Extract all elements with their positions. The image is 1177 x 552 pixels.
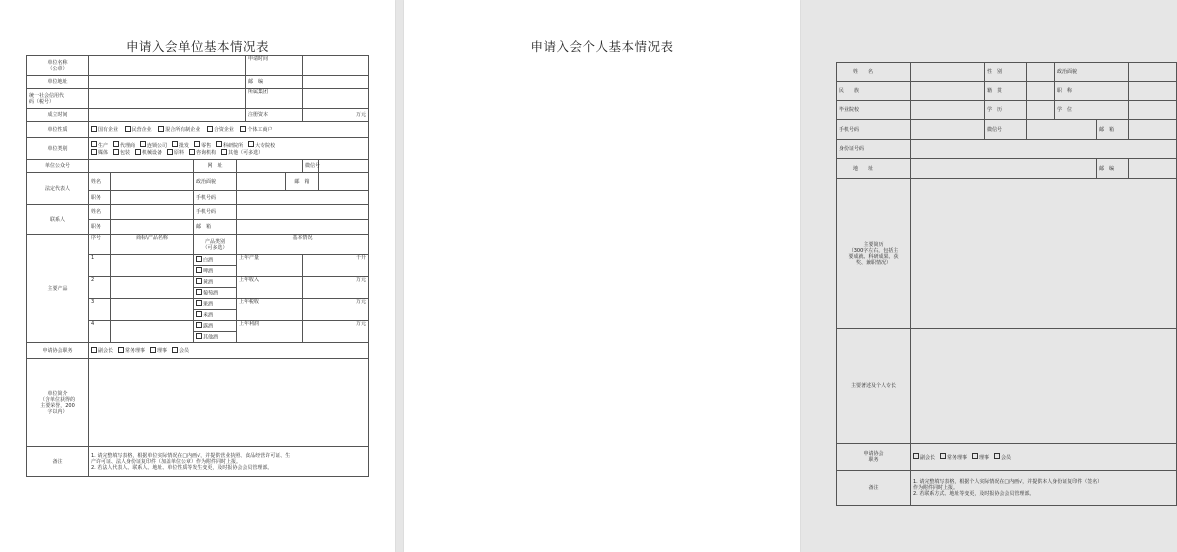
product-stat-label: 上年利润 <box>237 321 303 343</box>
product-category-option[interactable]: 黄酒 <box>194 277 237 288</box>
duty-label: 申请协会职务 <box>27 343 89 359</box>
address-field[interactable] <box>911 159 1097 179</box>
product-stat-unit: 万元 <box>303 321 369 343</box>
remark-label: 备注 <box>837 471 911 506</box>
unit-info-table <box>26 55 369 477</box>
checkbox-icon <box>972 453 978 459</box>
checkbox-icon <box>221 149 227 155</box>
contact-label: 联系人 <box>27 205 89 235</box>
unit-address-field[interactable] <box>89 76 246 89</box>
duty-option[interactable]: 会员 <box>172 348 189 354</box>
category-option[interactable]: 批发 <box>172 143 189 149</box>
product-brand-field[interactable] <box>111 277 194 299</box>
checkbox-icon <box>196 267 202 273</box>
category-option[interactable]: 科研院所 <box>216 143 243 149</box>
product-category-option[interactable]: 果酒 <box>194 299 237 310</box>
category-option[interactable]: 机械设备 <box>135 150 162 156</box>
wechat-id-field[interactable] <box>319 160 369 173</box>
contact-name-label: 姓名 <box>89 205 111 220</box>
product-row-no: 2 <box>89 277 111 299</box>
duty-option[interactable]: 常务理事 <box>118 348 145 354</box>
email-label: 邮 箱 <box>1097 120 1129 140</box>
checkbox-icon <box>994 453 1000 459</box>
unit-address-label: 单位地址 <box>27 76 89 89</box>
product-stat-unit: 万元 <box>303 299 369 321</box>
category-option[interactable]: 连锁公司 <box>140 143 167 149</box>
checkbox-icon <box>196 289 202 295</box>
name-field[interactable] <box>911 63 985 82</box>
checkbox-icon <box>196 300 202 306</box>
checkbox-icon <box>240 126 246 132</box>
checkbox-icon <box>940 453 946 459</box>
checkbox-icon <box>194 141 200 147</box>
wechat-account-field[interactable] <box>89 160 194 173</box>
resume-field[interactable] <box>911 179 1177 329</box>
founded-label: 成立时间 <box>27 109 89 122</box>
legal-name-label: 姓名 <box>89 173 111 191</box>
legal-rep-label: 法定代表人 <box>27 173 89 205</box>
group-label: 所属集团 <box>246 89 303 109</box>
duty-options <box>911 444 1177 471</box>
postcode-label: 邮 编 <box>1097 159 1129 179</box>
mobile-label: 手机号码 <box>837 120 911 140</box>
nature-option[interactable]: 混合所有制企业 <box>158 127 200 133</box>
education-field[interactable] <box>1027 101 1055 120</box>
product-category-option[interactable]: 啤酒 <box>194 266 237 277</box>
checkbox-icon <box>207 126 213 132</box>
checkbox-icon <box>216 141 222 147</box>
category-option[interactable]: 代理商 <box>113 143 135 149</box>
ethnic-field[interactable] <box>911 82 985 101</box>
checkbox-icon <box>150 347 156 353</box>
degree-field[interactable] <box>1129 101 1177 120</box>
degree-label: 学 位 <box>1055 101 1129 120</box>
title-label: 职 称 <box>1055 82 1129 101</box>
checkbox-icon <box>172 347 178 353</box>
remark-text: 1. 请完整填写表格，根据单位实际情况在□内画√，并提供营业执照、食品经营许可证、生 产许可证、法人身份证复印件（加盖单位公章）作为附件同时上报。 2. 若法人代表人、联系人、地址、单位性质等发生变更，及时报协会会员管理部。 <box>89 447 369 477</box>
category-option[interactable]: 零售 <box>194 143 211 149</box>
capital-unit: 万元 <box>303 109 369 122</box>
legal-name-field[interactable] <box>111 173 194 191</box>
idcard-field[interactable] <box>911 140 1177 159</box>
category-option[interactable]: 生产 <box>91 143 108 149</box>
unit-name-field[interactable] <box>89 56 246 76</box>
unit-nature-label: 单位性质 <box>27 122 89 138</box>
contact-mobile-label: 手机号码 <box>194 205 237 220</box>
works-field[interactable] <box>911 329 1177 444</box>
remark-label: 备注 <box>27 447 89 477</box>
remark-text: 1. 请完整填写表格，根据个人实际情况在□内画√，并提供本人身份证复印件（签名） 作为附件同时上报。 2. 若联系方式、地址等变更，及时报协会会员管理部。 <box>911 471 1177 506</box>
right-form-page <box>404 0 1115 552</box>
checkbox-icon <box>196 311 202 317</box>
works-label: 主要著述及个人专长 <box>837 329 911 444</box>
left-form-title: 申请入会单位基本情况表 <box>125 39 269 54</box>
political-label: 政治面貌 <box>1055 63 1129 82</box>
unit-nature-options <box>89 122 369 138</box>
gender-label: 性 别 <box>985 63 1027 82</box>
founded-field[interactable] <box>89 109 246 122</box>
apply-time-label: 申请时间 <box>246 56 303 76</box>
checkbox-icon <box>118 347 124 353</box>
nature-option[interactable]: 个体工商户 <box>240 127 272 133</box>
product-category-header: 产品类别 （可多选） <box>194 235 237 255</box>
gender-field[interactable] <box>1027 63 1055 82</box>
category-option[interactable]: 其他（可多选） <box>221 150 263 156</box>
wechat-label: 微信号 <box>985 120 1027 140</box>
legal-political-field[interactable] <box>237 173 286 191</box>
unit-intro-label: 单位简介 （含单位获得的 主要荣誉，200 字以内） <box>27 359 89 447</box>
ethnic-label: 民 族 <box>837 82 911 101</box>
product-category-option[interactable]: 米酒 <box>194 310 237 321</box>
product-row-no: 1 <box>89 255 111 277</box>
contact-email-field[interactable] <box>237 220 369 235</box>
idcard-label: 身份证号码 <box>837 140 911 159</box>
political-field[interactable] <box>1129 63 1177 82</box>
product-stat-unit: 千升 <box>303 255 369 277</box>
product-brand-field[interactable] <box>111 255 194 277</box>
legal-position-label: 职务 <box>89 191 111 205</box>
checkbox-icon <box>172 141 178 147</box>
checkbox-icon <box>913 453 919 459</box>
education-label: 学 历 <box>985 101 1027 120</box>
title-field[interactable] <box>1129 82 1177 101</box>
checkbox-icon <box>91 347 97 353</box>
wechat-field[interactable] <box>1027 120 1097 140</box>
apply-time-field[interactable] <box>303 56 369 76</box>
school-field[interactable] <box>911 101 985 120</box>
product-stat-label: 上年产量 <box>237 255 303 277</box>
category-option[interactable]: 媒体 <box>91 150 108 156</box>
unit-category-options <box>89 138 369 160</box>
category-option[interactable]: 包装 <box>113 150 130 156</box>
credit-code-label: 统一社会信用代 码（税号） <box>27 89 89 109</box>
duty-option[interactable]: 会员 <box>994 455 1011 461</box>
product-stat-label: 上年税收 <box>237 299 303 321</box>
contact-name-field[interactable] <box>111 205 194 220</box>
personal-info-table <box>836 62 1177 506</box>
product-stat-label: 上年收入 <box>237 277 303 299</box>
category-option[interactable]: 大专院校 <box>248 143 275 149</box>
checkbox-icon <box>91 126 97 132</box>
product-brand-field[interactable] <box>111 299 194 321</box>
product-stat-unit: 万元 <box>303 277 369 299</box>
product-brand-header: 商标\产品名称 <box>111 235 194 255</box>
right-form-title: 申请入会个人基本情况表 <box>530 39 674 54</box>
checkbox-icon <box>140 141 146 147</box>
checkbox-icon <box>196 278 202 284</box>
products-label: 主要产品 <box>27 235 89 343</box>
contact-mobile-field[interactable] <box>237 205 369 220</box>
checkbox-icon <box>125 126 131 132</box>
group-field[interactable] <box>303 89 369 109</box>
duty-option[interactable]: 副会长 <box>913 455 935 461</box>
reg-capital-label: 注册资本 <box>246 109 303 122</box>
unit-intro-field[interactable] <box>89 359 369 447</box>
duty-option[interactable]: 理事 <box>972 455 989 461</box>
unit-name-label: 单位名称 （公章） <box>27 56 89 76</box>
contact-position-field[interactable] <box>111 220 194 235</box>
checkbox-icon <box>91 149 97 155</box>
checkbox-icon <box>113 149 119 155</box>
credit-code-field[interactable] <box>89 89 246 109</box>
checkbox-icon <box>91 141 97 147</box>
legal-email-field[interactable] <box>319 173 369 191</box>
duty-option[interactable]: 理事 <box>150 348 167 354</box>
product-row-no: 4 <box>89 321 111 343</box>
legal-political-label: 政治面貌 <box>194 173 237 191</box>
checkbox-icon <box>196 333 202 339</box>
legal-email-label: 邮 箱 <box>286 173 319 191</box>
website-label: 网 址 <box>194 160 237 173</box>
product-basic-header: 基本情况 <box>237 235 369 255</box>
wechat-id-label: 微信号 <box>303 160 319 173</box>
category-option[interactable]: 咨询机构 <box>189 150 216 156</box>
resume-label: 主要简历 （300字左右，包括主 要成就、科研成果、获 奖、兼职情况） <box>837 179 911 329</box>
legal-mobile-label: 手机号码 <box>194 191 237 205</box>
product-category-option[interactable]: 葡萄酒 <box>194 288 237 299</box>
checkbox-icon <box>196 322 202 328</box>
duty-options <box>89 343 369 359</box>
product-category-option[interactable]: 其他酒 <box>194 332 237 343</box>
checkbox-icon <box>167 149 173 155</box>
contact-position-label: 职务 <box>89 220 111 235</box>
nature-option[interactable]: 国有企业 <box>91 127 118 133</box>
address-label: 地 址 <box>837 159 911 179</box>
checkbox-icon <box>189 149 195 155</box>
checkbox-icon <box>248 141 254 147</box>
website-field[interactable] <box>237 160 303 173</box>
origin-field[interactable] <box>1027 82 1055 101</box>
duty-label: 申请协会 职务 <box>837 444 911 471</box>
checkbox-icon <box>158 126 164 132</box>
mobile-field[interactable] <box>911 120 985 140</box>
product-category-option[interactable]: 白酒 <box>194 255 237 266</box>
product-row-no: 3 <box>89 299 111 321</box>
duty-option[interactable]: 副会长 <box>91 348 113 354</box>
product-brand-field[interactable] <box>111 321 194 343</box>
category-option[interactable]: 原料 <box>167 150 184 156</box>
unit-category-label: 单位类别 <box>27 138 89 160</box>
name-label: 姓 名 <box>837 63 911 82</box>
wechat-account-label: 单位公众号 <box>27 160 89 173</box>
left-form-page <box>0 0 395 552</box>
postcode-label: 邮 编 <box>246 76 303 89</box>
product-category-option[interactable]: 露酒 <box>194 321 237 332</box>
origin-label: 籍 贯 <box>985 82 1027 101</box>
legal-position-field[interactable] <box>111 191 194 205</box>
contact-email-label: 邮 箱 <box>194 220 237 235</box>
checkbox-icon <box>113 141 119 147</box>
school-label: 毕业院校 <box>837 101 911 120</box>
postcode-field[interactable] <box>303 76 369 89</box>
nature-option[interactable]: 合资企业 <box>207 127 234 133</box>
email-field[interactable] <box>1129 120 1177 140</box>
duty-option[interactable]: 常务理事 <box>940 455 967 461</box>
legal-mobile-field[interactable] <box>237 191 369 205</box>
product-no-header: 序号 <box>89 235 111 255</box>
checkbox-icon <box>135 149 141 155</box>
checkbox-icon <box>196 256 202 262</box>
postcode-field[interactable] <box>1129 159 1177 179</box>
nature-option[interactable]: 民营企业 <box>125 127 152 133</box>
